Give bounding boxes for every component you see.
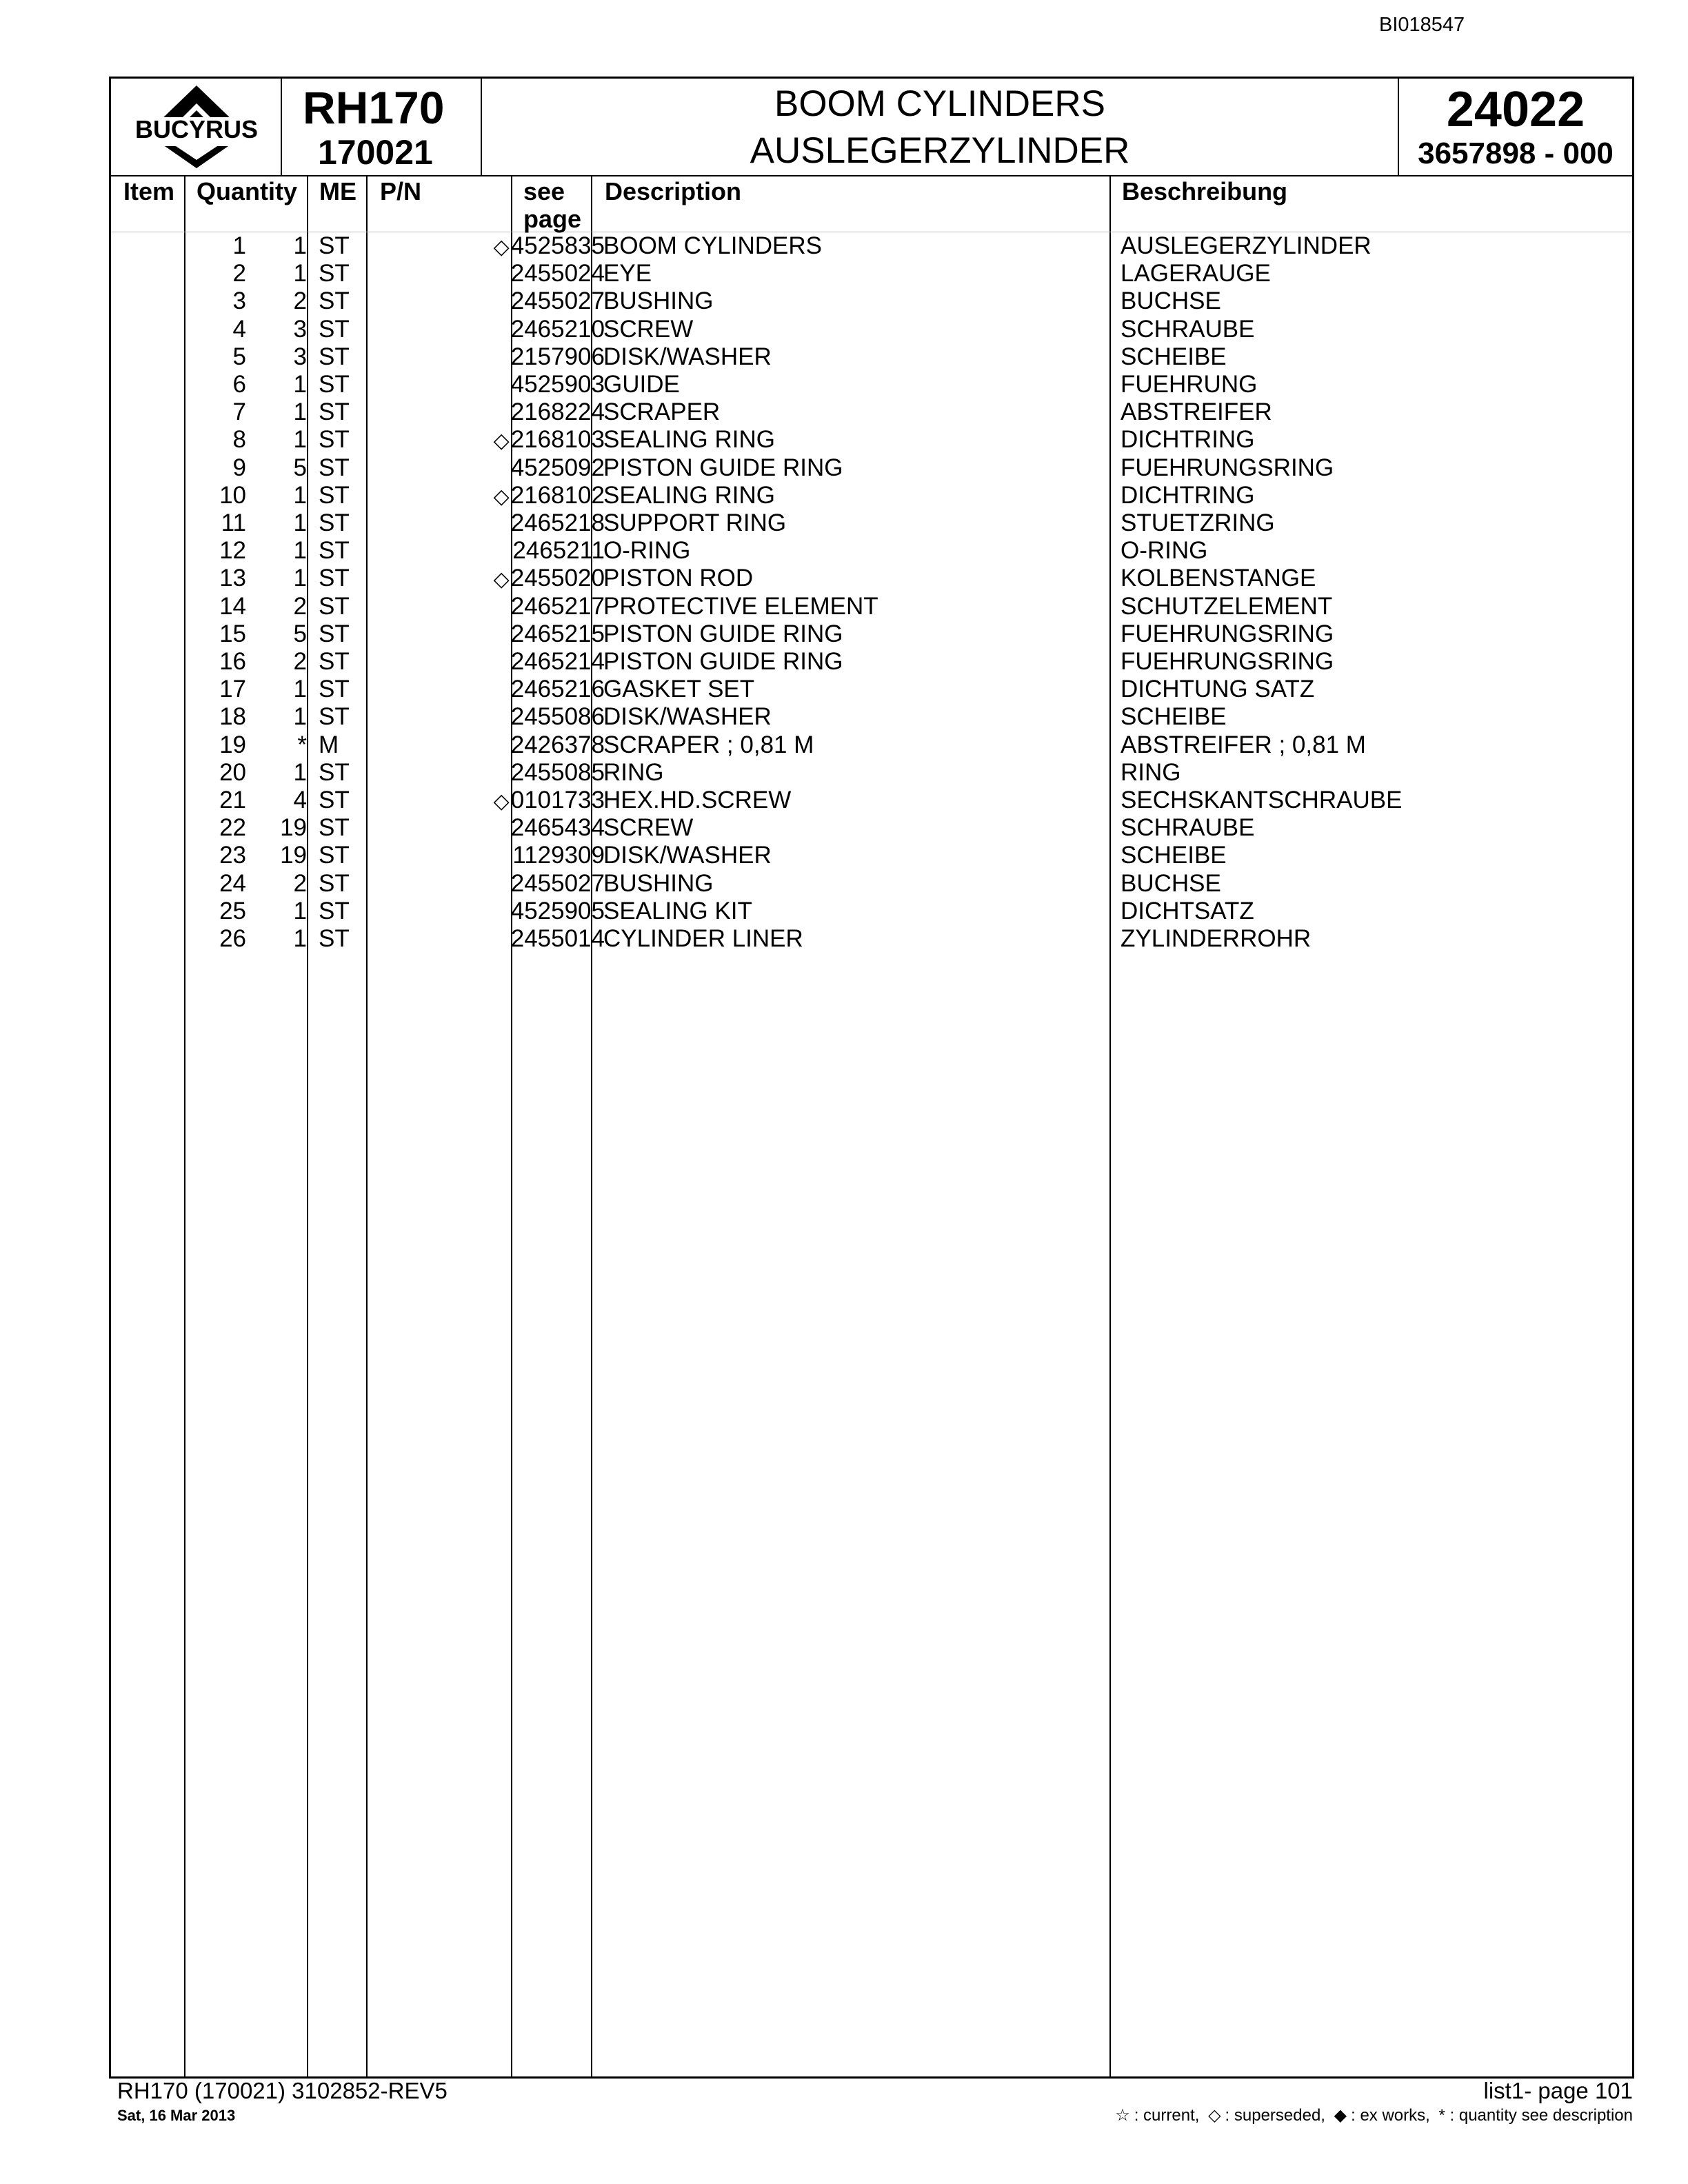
unit-cell: ST xyxy=(319,676,350,703)
quantity-cell: 1 xyxy=(293,509,307,536)
quantity-cell: 1 xyxy=(293,426,307,454)
table-row xyxy=(111,537,1632,565)
beschreibung-cell: ZYLINDERROHR xyxy=(1121,925,1312,952)
part-number-cell xyxy=(494,482,605,511)
unit-cell: ST xyxy=(319,703,350,731)
part-number: 2455014 xyxy=(510,925,605,952)
part-number: 2465217 xyxy=(510,592,605,620)
column-header-item: Item xyxy=(123,177,175,205)
part-number-cell xyxy=(510,814,605,843)
table-row xyxy=(111,676,1632,703)
model-cell xyxy=(282,79,482,175)
table-row xyxy=(111,620,1632,648)
item-number: 23 xyxy=(219,842,246,869)
unit-cell: ST xyxy=(319,814,350,842)
part-number: 2168102 xyxy=(510,481,605,509)
beschreibung-cell: SCHEIBE xyxy=(1121,842,1227,869)
part-number-cell xyxy=(510,731,605,760)
part-number: 2455086 xyxy=(510,703,605,731)
description-cell: DISK/WASHER xyxy=(603,703,772,731)
quantity-cell: 1 xyxy=(293,758,307,786)
title-cell xyxy=(482,79,1399,175)
description-cell: EYE xyxy=(603,260,652,287)
footer-date: Sat, 16 Mar 2013 xyxy=(117,2107,236,2124)
part-number: 2455085 xyxy=(510,758,605,786)
beschreibung-cell: SCHEIBE xyxy=(1121,343,1227,370)
part-number: 4525905 xyxy=(510,897,605,924)
beschreibung-cell: SCHRAUBE xyxy=(1121,814,1255,842)
part-number: 2168224 xyxy=(510,398,605,426)
description-cell: SEALING RING xyxy=(603,481,775,509)
part-number-cell xyxy=(510,703,605,732)
description-cell: SUPPORT RING xyxy=(603,509,787,536)
item-number: 19 xyxy=(219,731,246,758)
beschreibung-cell: SCHUTZELEMENT xyxy=(1121,592,1333,620)
description-cell: DISK/WASHER xyxy=(603,842,772,869)
unit-cell: ST xyxy=(319,481,350,509)
table-row xyxy=(111,371,1632,398)
quantity-cell: 2 xyxy=(293,869,307,897)
table-row xyxy=(111,454,1632,482)
document-id: BI018547 xyxy=(1379,14,1465,36)
item-number: 6 xyxy=(232,371,246,398)
part-number-cell xyxy=(510,260,605,289)
table-row xyxy=(111,482,1632,509)
table-row xyxy=(111,731,1632,759)
star-icon: ☆ xyxy=(1115,2106,1130,2125)
part-number: 2465434 xyxy=(510,814,605,842)
part-number: 2465214 xyxy=(510,648,605,675)
quantity-cell: 5 xyxy=(293,620,307,647)
table-row xyxy=(111,593,1632,620)
part-number-cell xyxy=(511,537,605,566)
beschreibung-cell: BUCHSE xyxy=(1121,287,1221,315)
description-cell: BUSHING xyxy=(603,287,714,315)
description-cell: SCRAPER ; 0,81 M xyxy=(603,731,814,758)
table-row xyxy=(111,703,1632,731)
quantity-cell: 1 xyxy=(293,371,307,398)
part-number: 0101733 xyxy=(510,787,605,813)
unit-cell: ST xyxy=(319,509,350,536)
part-number-cell xyxy=(510,898,605,927)
quantity-cell: 1 xyxy=(293,676,307,703)
quantity-cell: 2 xyxy=(293,287,307,315)
beschreibung-cell: STUETZRING xyxy=(1121,509,1275,536)
model-serial: 170021 xyxy=(318,133,433,172)
unit-cell: ST xyxy=(319,454,350,481)
beschreibung-cell: FUEHRUNGSRING xyxy=(1121,620,1334,647)
table-row xyxy=(111,925,1632,953)
part-number: 4525835 xyxy=(510,232,605,259)
part-number-cell xyxy=(494,426,605,455)
item-number: 26 xyxy=(219,925,246,952)
logo-cell xyxy=(111,79,282,175)
unit-cell: ST xyxy=(319,648,350,675)
unit-cell: ST xyxy=(319,260,350,287)
part-number-cell xyxy=(510,287,605,316)
diamond-outline-icon: ◇ xyxy=(1208,2106,1221,2125)
beschreibung-cell: RING xyxy=(1121,758,1181,786)
unit-cell: M xyxy=(319,731,339,758)
part-number-cell xyxy=(510,620,605,649)
part-number-cell xyxy=(510,925,605,954)
column-header-me: ME xyxy=(319,177,356,205)
unit-cell: ST xyxy=(319,925,350,952)
part-number: 2168103 xyxy=(510,426,605,454)
part-number: 2465210 xyxy=(510,315,605,343)
beschreibung-cell: SCHEIBE xyxy=(1121,703,1227,731)
part-number-cell xyxy=(510,509,605,538)
unit-cell: ST xyxy=(319,426,350,454)
quantity-cell: 1 xyxy=(293,925,307,952)
group-number: 24022 xyxy=(1446,82,1585,137)
diamond-filled-icon: ◆ xyxy=(1334,2106,1347,2125)
description-cell: DISK/WASHER xyxy=(603,343,772,370)
unit-cell: ST xyxy=(319,869,350,897)
beschreibung-cell: DICHTRING xyxy=(1121,426,1255,454)
item-number: 7 xyxy=(232,398,246,426)
part-number: 2157906 xyxy=(510,343,605,370)
footer-document-ref: RH170 (170021) 3102852-REV5 xyxy=(117,2078,448,2103)
part-number: 2455027 xyxy=(510,287,605,315)
part-number-cell xyxy=(494,565,605,594)
quantity-cell: 19 xyxy=(280,842,307,869)
part-number-cell xyxy=(510,593,605,622)
table-row xyxy=(111,398,1632,426)
part-number: 4525903 xyxy=(510,371,605,398)
description-cell: GUIDE xyxy=(603,371,680,398)
part-number-cell xyxy=(510,454,605,483)
unit-cell: ST xyxy=(319,537,350,565)
column-header-page: page xyxy=(523,205,582,233)
assembly-part-number: 3657898 - 000 xyxy=(1418,136,1614,170)
table-row xyxy=(111,870,1632,898)
quantity-cell: 5 xyxy=(293,454,307,481)
unit-cell: ST xyxy=(319,842,350,869)
part-number-cell xyxy=(494,787,605,816)
quantity-cell: * xyxy=(297,731,307,758)
table-row xyxy=(111,814,1632,842)
item-number: 20 xyxy=(219,758,246,786)
column-header-see: see xyxy=(523,177,565,205)
beschreibung-cell: O-RING xyxy=(1121,537,1208,565)
part-number: 2465216 xyxy=(510,676,605,703)
bucyrus-logo xyxy=(117,83,277,171)
item-number: 2 xyxy=(232,260,246,287)
part-number: 2455024 xyxy=(510,260,605,287)
unit-cell: ST xyxy=(319,287,350,315)
quantity-cell: 4 xyxy=(293,787,307,813)
beschreibung-cell: FUEHRUNG xyxy=(1121,371,1258,398)
item-number: 12 xyxy=(219,537,246,565)
part-number: 4525092 xyxy=(510,454,605,481)
table-row xyxy=(111,316,1632,343)
unit-cell: ST xyxy=(319,787,350,813)
beschreibung-cell: SCHRAUBE xyxy=(1121,315,1255,343)
table-row xyxy=(111,787,1632,814)
item-number: 16 xyxy=(219,648,246,675)
description-cell: SCREW xyxy=(603,315,694,343)
item-number: 25 xyxy=(219,897,246,924)
table-row xyxy=(111,759,1632,787)
item-number: 13 xyxy=(219,565,246,592)
beschreibung-cell: LAGERAUGE xyxy=(1121,260,1271,287)
item-number: 15 xyxy=(219,620,246,647)
beschreibung-cell: ABSTREIFER xyxy=(1121,398,1272,426)
column-header-description: Description xyxy=(605,177,742,205)
legend-current: : current, xyxy=(1134,2106,1200,2125)
beschreibung-cell: FUEHRUNGSRING xyxy=(1121,648,1334,675)
part-number-cell xyxy=(511,842,605,871)
part-number: 2465215 xyxy=(510,620,605,647)
unit-cell: ST xyxy=(319,315,350,343)
superseded-diamond-icon: ◇ xyxy=(493,568,510,592)
superseded-diamond-icon: ◇ xyxy=(493,790,510,813)
description-cell: SCREW xyxy=(603,814,694,842)
item-number: 24 xyxy=(219,869,246,897)
beschreibung-cell: DICHTSATZ xyxy=(1121,897,1254,924)
parts-list-frame xyxy=(109,77,1634,2079)
quantity-cell: 2 xyxy=(293,592,307,620)
description-cell: PROTECTIVE ELEMENT xyxy=(603,592,878,620)
quantity-cell: 2 xyxy=(293,648,307,675)
part-number-cell xyxy=(494,232,605,261)
legend-quantity: * : quantity see description xyxy=(1438,2106,1633,2125)
legend-superseded: : superseded, xyxy=(1225,2106,1325,2125)
item-number: 14 xyxy=(219,592,246,620)
title-english: BOOM CYLINDERS xyxy=(774,83,1106,124)
unit-cell: ST xyxy=(319,565,350,592)
beschreibung-cell: DICHTRING xyxy=(1121,481,1255,509)
description-cell: RING xyxy=(603,758,664,786)
column-header-see-page xyxy=(523,178,581,233)
part-number: 2455020 xyxy=(510,565,605,592)
part-number-cell xyxy=(510,398,605,427)
description-cell: PISTON ROD xyxy=(603,565,754,592)
model-name: RH170 xyxy=(303,82,445,133)
part-number: 2455027 xyxy=(510,869,605,897)
column-header-quantity: Quantity xyxy=(197,177,298,205)
part-number-cell xyxy=(510,759,605,788)
superseded-diamond-icon: ◇ xyxy=(493,236,510,259)
part-number-cell xyxy=(510,371,605,400)
description-cell: CYLINDER LINER xyxy=(603,925,803,952)
description-cell: HEX.HD.SCREW xyxy=(603,787,792,813)
description-cell: O-RING xyxy=(603,537,691,565)
part-number: 2465211 xyxy=(512,537,605,565)
unit-cell: ST xyxy=(319,620,350,647)
table-row xyxy=(111,509,1632,537)
description-cell: PISTON GUIDE RING xyxy=(603,620,843,647)
part-number: 2465218 xyxy=(510,509,605,536)
table-row xyxy=(111,260,1632,287)
unit-cell: ST xyxy=(319,371,350,398)
logo-text: BUCYRUS xyxy=(134,115,259,143)
quantity-cell: 1 xyxy=(293,398,307,426)
quantity-cell: 1 xyxy=(293,260,307,287)
item-number: 8 xyxy=(232,426,246,454)
quantity-cell: 1 xyxy=(293,232,307,259)
beschreibung-cell: AUSLEGERZYLINDER xyxy=(1121,232,1372,259)
item-number: 22 xyxy=(219,814,246,842)
part-number: 2426378 xyxy=(510,731,605,758)
description-cell: GASKET SET xyxy=(603,676,755,703)
description-cell: SEALING RING xyxy=(603,426,775,454)
unit-cell: ST xyxy=(319,343,350,370)
description-cell: SCRAPER xyxy=(603,398,721,426)
part-number-cell xyxy=(510,870,605,899)
part-number-cell xyxy=(510,316,605,345)
item-number: 18 xyxy=(219,703,246,731)
part-number-cell xyxy=(510,343,605,372)
unit-cell: ST xyxy=(319,398,350,426)
table-row xyxy=(111,343,1632,371)
superseded-diamond-icon: ◇ xyxy=(493,485,510,508)
item-number: 21 xyxy=(219,787,246,813)
part-number-cell xyxy=(510,676,605,705)
beschreibung-cell: KOLBENSTANGE xyxy=(1121,565,1316,592)
part-number-cell xyxy=(510,648,605,677)
description-cell: BOOM CYLINDERS xyxy=(603,232,822,259)
table-row xyxy=(111,898,1632,925)
unit-cell: ST xyxy=(319,232,350,259)
quantity-cell: 1 xyxy=(293,703,307,731)
superseded-diamond-icon: ◇ xyxy=(493,429,510,453)
beschreibung-cell: SECHSKANTSCHRAUBE xyxy=(1121,787,1403,813)
description-cell: BUSHING xyxy=(603,869,714,897)
item-number: 17 xyxy=(219,676,246,703)
beschreibung-cell: BUCHSE xyxy=(1121,869,1221,897)
title-german: AUSLEGERZYLINDER xyxy=(750,130,1130,171)
item-number: 1 xyxy=(232,232,246,259)
legend-ex-works: : ex works, xyxy=(1351,2106,1430,2125)
unit-cell: ST xyxy=(319,758,350,786)
quantity-cell: 3 xyxy=(293,315,307,343)
item-number: 5 xyxy=(232,343,246,370)
table-row xyxy=(111,648,1632,676)
beschreibung-cell: ABSTREIFER ; 0,81 M xyxy=(1121,731,1366,758)
item-number: 11 xyxy=(221,509,246,536)
symbol-legend xyxy=(1111,2105,1633,2125)
description-cell: PISTON GUIDE RING xyxy=(603,648,843,675)
beschreibung-cell: FUEHRUNGSRING xyxy=(1121,454,1334,481)
item-number: 3 xyxy=(232,287,246,315)
column-header-pn: P/N xyxy=(380,177,422,205)
item-number: 4 xyxy=(232,315,246,343)
item-number: 9 xyxy=(232,454,246,481)
column-header-beschreibung: Beschreibung xyxy=(1122,177,1288,205)
quantity-cell: 3 xyxy=(293,343,307,370)
description-cell: SEALING KIT xyxy=(603,897,752,924)
item-number: 10 xyxy=(219,481,246,509)
parts-list-header xyxy=(111,79,1632,176)
table-row xyxy=(111,232,1632,260)
quantity-cell: 1 xyxy=(293,565,307,592)
table-row xyxy=(111,426,1632,454)
beschreibung-cell: DICHTUNG SATZ xyxy=(1121,676,1315,703)
group-number-cell xyxy=(1399,79,1632,175)
part-number: 1129309 xyxy=(512,842,605,869)
quantity-cell: 1 xyxy=(293,897,307,924)
quantity-cell: 1 xyxy=(293,537,307,565)
unit-cell: ST xyxy=(319,592,350,620)
unit-cell: ST xyxy=(319,897,350,924)
quantity-cell: 1 xyxy=(293,481,307,509)
footer-page-number: list1- page 101 xyxy=(1483,2078,1633,2103)
table-row xyxy=(111,565,1632,592)
table-row xyxy=(111,842,1632,869)
quantity-cell: 19 xyxy=(280,814,307,842)
description-cell: PISTON GUIDE RING xyxy=(603,454,843,481)
table-row xyxy=(111,287,1632,315)
